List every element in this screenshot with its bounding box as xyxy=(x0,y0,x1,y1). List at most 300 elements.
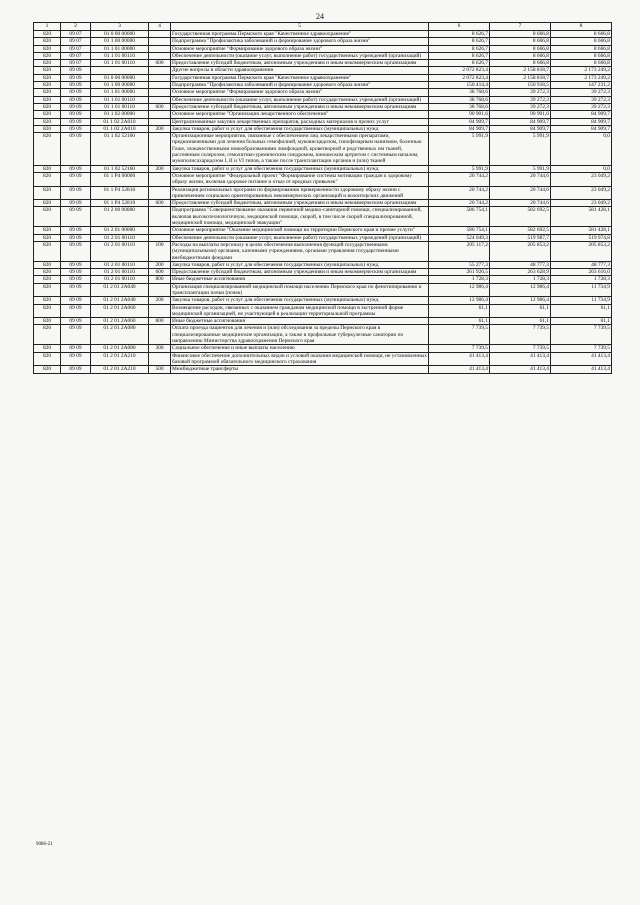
cell-amount-year-2: 263 628,9 xyxy=(490,269,551,276)
cell-amount-year-3: 23 049,2 xyxy=(551,172,612,186)
table-row xyxy=(34,82,612,89)
cell-target-article: 01 1 02 52160 xyxy=(91,165,149,172)
header-cell: 6 xyxy=(429,23,490,31)
cell-ministry-code: 820 xyxy=(34,269,61,276)
cell-description: Подпрограмма "Профилактика заболеваний и формирование здорового образа жизни" xyxy=(171,38,429,45)
cell-target-article: 01 2 01 2А210 xyxy=(91,352,149,366)
cell-section-code: 09 09 xyxy=(61,186,91,200)
cell-ministry-code: 820 xyxy=(34,125,61,132)
cell-amount-year-2: 39 272,3 xyxy=(490,89,551,96)
cell-amount-year-2: 2 158 818,7 xyxy=(490,74,551,81)
cell-amount-year-1: 5 991,9 xyxy=(429,165,490,172)
cell-description: Основное мероприятие "Формирование здорового образа жизни" xyxy=(171,89,429,96)
cell-amount-year-3: 39 272,3 xyxy=(551,96,612,103)
cell-target-article: 01 2 01 2А060 xyxy=(91,318,149,325)
cell-amount-year-2: 20 744,6 xyxy=(490,172,551,186)
cell-expense-type xyxy=(149,186,171,200)
cell-ministry-code: 820 xyxy=(34,96,61,103)
cell-amount-year-3: 11 734,9 xyxy=(551,297,612,304)
cell-expense-type xyxy=(149,89,171,96)
cell-expense-type xyxy=(149,325,171,345)
cell-amount-year-3: 2 173 249,2 xyxy=(551,67,612,74)
cell-section-code: 09 09 xyxy=(61,96,91,103)
cell-amount-year-3: 2 173 249,2 xyxy=(551,74,612,81)
cell-description: Подпрограмма "Профилактика заболеваний и формирование здорового образа жизни" xyxy=(171,82,429,89)
cell-amount-year-2: 41 413,4 xyxy=(490,352,551,366)
cell-section-code: 09 09 xyxy=(61,318,91,325)
cell-target-article: 01 1 01 00110 xyxy=(91,52,149,59)
cell-section-code: 09 09 xyxy=(61,276,91,283)
cell-section-code: 09 09 xyxy=(61,366,91,373)
cell-ministry-code: 820 xyxy=(34,172,61,186)
cell-expense-type: 600 xyxy=(149,200,171,207)
cell-expense-type: 800 xyxy=(149,318,171,325)
cell-ministry-code: 820 xyxy=(34,45,61,52)
cell-amount-year-3: 84 909,7 xyxy=(551,125,612,132)
cell-amount-year-1: 261 926,5 xyxy=(429,269,490,276)
cell-amount-year-1: 41 413,4 xyxy=(429,366,490,373)
cell-amount-year-2: 90 901,6 xyxy=(490,111,551,118)
cell-section-code: 09 09 xyxy=(61,352,91,366)
cell-expense-type: 200 xyxy=(149,125,171,132)
cell-amount-year-1: 7 739,5 xyxy=(429,345,490,352)
cell-amount-year-2: 61,1 xyxy=(490,304,551,318)
table-row xyxy=(34,172,612,186)
cell-expense-type xyxy=(149,283,171,297)
cell-amount-year-2: 2 158 818,7 xyxy=(490,67,551,74)
table-row xyxy=(34,283,612,297)
table-row xyxy=(34,74,612,81)
table-body xyxy=(34,31,612,374)
cell-amount-year-1: 12 986,4 xyxy=(429,297,490,304)
cell-amount-year-1: 20 744,2 xyxy=(429,200,490,207)
cell-ministry-code: 820 xyxy=(34,67,61,74)
cell-ministry-code: 820 xyxy=(34,133,61,165)
table-row xyxy=(34,297,612,304)
cell-description: Предоставление субсидий бюджетным, автономным учреждениям и иным некоммерческим организациям xyxy=(171,200,429,207)
cell-description: Межбюджетные трансферты xyxy=(171,366,429,373)
cell-section-code: 09 09 xyxy=(61,118,91,125)
cell-section-code: 09 09 xyxy=(61,67,91,74)
cell-expense-type xyxy=(149,31,171,38)
cell-expense-type: 300 xyxy=(149,345,171,352)
cell-section-code: 09 09 xyxy=(61,172,91,186)
cell-ministry-code: 820 xyxy=(34,31,61,38)
cell-amount-year-3: 41 413,4 xyxy=(551,366,612,373)
cell-description: Закупка товаров, работ и услуг для обеспечения государственных (муниципальных) нужд xyxy=(171,125,429,132)
table-row xyxy=(34,31,612,38)
cell-ministry-code: 820 xyxy=(34,241,61,261)
table-row xyxy=(34,89,612,96)
cell-description: Предоставление субсидий бюджетным, автономным учреждениям и иным некоммерческим организациям xyxy=(171,60,429,67)
cell-amount-year-1: 8 626,7 xyxy=(429,52,490,59)
cell-amount-year-1: 586 754,1 xyxy=(429,207,490,227)
cell-amount-year-1: 524 049,3 xyxy=(429,234,490,241)
table-row xyxy=(34,234,612,241)
cell-target-article: 01 2 01 00110 xyxy=(91,261,149,268)
cell-section-code: 09 09 xyxy=(61,207,91,227)
cell-amount-year-3: 23 049,2 xyxy=(551,200,612,207)
budget-table xyxy=(33,22,612,374)
cell-target-article: 01 2 01 00000 xyxy=(91,227,149,234)
cell-ministry-code: 820 xyxy=(34,261,61,268)
cell-section-code: 09 09 xyxy=(61,74,91,81)
cell-expense-type: 600 xyxy=(149,269,171,276)
cell-ministry-code: 820 xyxy=(34,186,61,200)
cell-ministry-code: 820 xyxy=(34,345,61,352)
cell-amount-year-1: 38 768,6 xyxy=(429,89,490,96)
cell-section-code: 09 07 xyxy=(61,52,91,59)
cell-description: Государственная программа Пермского края "Качественное здравоохранение" xyxy=(171,31,429,38)
cell-target-article: 01 1 00 00000 xyxy=(91,82,149,89)
cell-expense-type xyxy=(149,207,171,227)
cell-description: Реализация региональных программ по формированию приверженности здоровому образу жизни с привлечением социально ориентированных некоммерческих организаций и волонтерских движений xyxy=(171,186,429,200)
cell-amount-year-2: 12 986,4 xyxy=(490,283,551,297)
cell-amount-year-3: 8 666,8 xyxy=(551,45,612,52)
cell-section-code: 09 09 xyxy=(61,325,91,345)
cell-target-article: 01 1 02 52160 xyxy=(91,133,149,165)
cell-ministry-code: 820 xyxy=(34,165,61,172)
header-cell: 3 xyxy=(91,23,149,31)
cell-section-code: 09 09 xyxy=(61,345,91,352)
cell-ministry-code: 820 xyxy=(34,276,61,283)
page-number: 24 xyxy=(316,12,324,21)
cell-amount-year-3: 23 049,2 xyxy=(551,186,612,200)
cell-amount-year-1: 61,1 xyxy=(429,304,490,318)
cell-amount-year-3: 0,0 xyxy=(551,165,612,172)
table-row xyxy=(34,111,612,118)
table-row xyxy=(34,366,612,373)
cell-amount-year-1: 586 754,1 xyxy=(429,227,490,234)
cell-amount-year-2: 1 728,3 xyxy=(490,276,551,283)
cell-ministry-code: 820 xyxy=(34,52,61,59)
table-row xyxy=(34,304,612,318)
cell-amount-year-2: 5 991,9 xyxy=(490,165,551,172)
table-row xyxy=(34,96,612,103)
cell-amount-year-3: 263 616,0 xyxy=(551,269,612,276)
cell-amount-year-3: 8 666,8 xyxy=(551,52,612,59)
cell-amount-year-2: 5 991,9 xyxy=(490,133,551,165)
cell-amount-year-1: 41 413,4 xyxy=(429,352,490,366)
cell-amount-year-3: 61,1 xyxy=(551,304,612,318)
cell-section-code: 09 09 xyxy=(61,241,91,261)
cell-expense-type xyxy=(149,133,171,165)
cell-amount-year-3: 147 231,2 xyxy=(551,82,612,89)
cell-ministry-code: 820 xyxy=(34,118,61,125)
cell-amount-year-3: 8 666,8 xyxy=(551,38,612,45)
cell-description: Оплата проезда пациентов для лечения и (или) обследования за пределы Пермского края в специализированные медицинские организации, а также в профильные туберкулезные санатории по направлению Министерства здравоохранения Пермского края xyxy=(171,325,429,345)
cell-ministry-code: 820 xyxy=(34,89,61,96)
cell-target-article: 01 0 00 00000 xyxy=(91,74,149,81)
table-row xyxy=(34,345,612,352)
cell-ministry-code: 820 xyxy=(34,283,61,297)
cell-description: Обеспечение деятельности (оказание услуг, выполнение работ) государственных учреждений (организаций) xyxy=(171,52,429,59)
cell-target-article: 01 1 01 00000 xyxy=(91,89,149,96)
cell-expense-type xyxy=(149,96,171,103)
cell-target-article: 01 1 02 2А010 xyxy=(91,118,149,125)
cell-description: Социальное обеспечение и иные выплаты населению xyxy=(171,345,429,352)
cell-section-code: 09 09 xyxy=(61,227,91,234)
cell-target-article: 01 2 01 2А040 xyxy=(91,283,149,297)
cell-description: Предоставление субсидий бюджетным, автономным учреждениям и иным некоммерческим организациям xyxy=(171,269,429,276)
cell-amount-year-2: 84 909,7 xyxy=(490,125,551,132)
cell-amount-year-3: 7 739,5 xyxy=(551,325,612,345)
cell-description: Предоставление субсидий бюджетным, автономным учреждениям и иным некоммерческим организациям xyxy=(171,103,429,110)
table-row xyxy=(34,318,612,325)
cell-section-code: 09 07 xyxy=(61,31,91,38)
cell-expense-type xyxy=(149,111,171,118)
header-cell: 4 xyxy=(149,23,171,31)
cell-amount-year-1: 20 744,2 xyxy=(429,172,490,186)
cell-amount-year-1: 8 626,7 xyxy=(429,31,490,38)
cell-ministry-code: 820 xyxy=(34,38,61,45)
cell-section-code: 09 07 xyxy=(61,60,91,67)
cell-amount-year-3: 1 728,3 xyxy=(551,276,612,283)
cell-amount-year-3: 84 909,7 xyxy=(551,118,612,125)
cell-target-article: 01 2 01 00110 xyxy=(91,234,149,241)
cell-target-article: 01 1 01 00110 xyxy=(91,60,149,67)
table-row xyxy=(34,207,612,227)
cell-expense-type xyxy=(149,234,171,241)
cell-target-article: 01 0 00 00000 xyxy=(91,31,149,38)
table-row xyxy=(34,133,612,165)
cell-expense-type: 600 xyxy=(149,60,171,67)
cell-description: Основное мероприятие "Формирование здорового образа жизни" xyxy=(171,45,429,52)
cell-target-article: 01 1 00 00000 xyxy=(91,38,149,45)
cell-expense-type xyxy=(149,67,171,74)
cell-amount-year-1: 20 744,2 xyxy=(429,186,490,200)
cell-description: Финансовое обеспечение дополнительных видов и условий оказания медицинской помощи, не установленных базовой программой обязательного медицинского страхования xyxy=(172,352,427,365)
header-cell: 7 xyxy=(490,23,551,31)
cell-ministry-code: 820 xyxy=(34,304,61,318)
cell-amount-year-1: 7 739,5 xyxy=(429,325,490,345)
cell-amount-year-3: 581 428,1 xyxy=(551,207,612,227)
cell-amount-year-3: 48 777,3 xyxy=(551,261,612,268)
cell-expense-type xyxy=(149,38,171,45)
table-row xyxy=(34,186,612,200)
cell-amount-year-3: 0,0 xyxy=(551,133,612,165)
cell-amount-year-3: 205 853,2 xyxy=(551,241,612,261)
cell-expense-type: 100 xyxy=(149,241,171,261)
cell-description: Обеспечение деятельности (оказание услуг, выполнение работ) государственных учреждений (организаций) xyxy=(171,96,429,103)
cell-description: Расходы на выплаты персоналу в целях обеспечения выполнения функций государственными (муниципальными) органами, казенными учреждениями, органами управления государственными внебюджетными фондами xyxy=(171,241,429,261)
cell-target-article: 01 1 02 00000 xyxy=(91,111,149,118)
cell-amount-year-1: 5 991,9 xyxy=(429,133,490,165)
cell-amount-year-2: 61,1 xyxy=(490,318,551,325)
cell-amount-year-2: 20 744,6 xyxy=(490,200,551,207)
cell-description: Централизованные закупки лекарственных препаратов, расходных материалов и прочих услуг xyxy=(171,118,429,125)
cell-amount-year-2: 84 909,7 xyxy=(490,118,551,125)
cell-amount-year-2: 582 692,5 xyxy=(490,207,551,227)
cell-amount-year-3: 61,1 xyxy=(551,318,612,325)
cell-target-article: 01 1 01 00000 xyxy=(91,45,149,52)
table-row xyxy=(34,276,612,283)
table-row xyxy=(34,241,612,261)
cell-ministry-code: 820 xyxy=(34,366,61,373)
cell-amount-year-2: 7 739,5 xyxy=(490,325,551,345)
cell-section-code: 09 09 xyxy=(61,261,91,268)
cell-amount-year-3: 39 272,3 xyxy=(551,89,612,96)
cell-expense-type: 200 xyxy=(149,165,171,172)
cell-amount-year-2: 7 739,5 xyxy=(490,345,551,352)
cell-amount-year-1: 8 626,7 xyxy=(429,45,490,52)
cell-ministry-code: 820 xyxy=(34,297,61,304)
cell-amount-year-1: 8 626,7 xyxy=(429,38,490,45)
cell-expense-type xyxy=(149,304,171,318)
cell-description: Иные бюджетные ассигнования xyxy=(171,276,429,283)
cell-amount-year-3: 7 739,5 xyxy=(551,345,612,352)
cell-section-code: 09 07 xyxy=(61,45,91,52)
cell-amount-year-3: 11 734,9 xyxy=(551,283,612,297)
table-row xyxy=(34,200,612,207)
cell-section-code: 09 09 xyxy=(61,304,91,318)
cell-ministry-code: 820 xyxy=(34,103,61,110)
cell-expense-type: 500 xyxy=(149,366,171,373)
cell-expense-type: 600 xyxy=(149,103,171,110)
cell-target-article: 01 2 00 00000 xyxy=(91,207,149,227)
cell-target-article: 01 2 01 2А080 xyxy=(91,325,149,345)
cell-amount-year-2: 582 692,5 xyxy=(490,227,551,234)
cell-target-article: 01 2 01 2А060 xyxy=(91,304,149,318)
cell-amount-year-2: 519 987,7 xyxy=(490,234,551,241)
cell-amount-year-1: 61,1 xyxy=(429,318,490,325)
cell-section-code: 09 09 xyxy=(61,89,91,96)
cell-amount-year-2: 205 853,2 xyxy=(490,241,551,261)
cell-expense-type xyxy=(149,45,171,52)
cell-ministry-code: 820 xyxy=(34,60,61,67)
cell-target-article: 01 1 P4 52810 xyxy=(91,200,149,207)
cell-expense-type: 200 xyxy=(149,261,171,268)
cell-section-code: 09 09 xyxy=(61,133,91,165)
cell-expense-type: 200 xyxy=(149,297,171,304)
cell-expense-type xyxy=(149,227,171,234)
table-header xyxy=(34,23,612,31)
cell-amount-year-2: 8 666,8 xyxy=(490,45,551,52)
cell-amount-year-1: 2 072 823,4 xyxy=(429,74,490,81)
cell-ministry-code: 820 xyxy=(34,82,61,89)
cell-section-code: 09 09 xyxy=(61,82,91,89)
cell-description: Другие вопросы в области здравоохранения xyxy=(171,67,429,74)
cell-target-article: 01 2 01 00110 xyxy=(91,269,149,276)
table-row xyxy=(34,325,612,345)
cell-amount-year-2: 8 666,8 xyxy=(490,38,551,45)
cell-amount-year-2: 48 777,3 xyxy=(490,261,551,268)
cell-amount-year-1: 38 768,6 xyxy=(429,96,490,103)
cell-target-article: 01 1 01 00110 xyxy=(91,96,149,103)
cell-description: Организационные мероприятия, связанные с обеспечением лиц лекарственными препаратами, предназначенными для лечения больных гемофилией, муковисцидозом, гипофизарным нанизмом, болезнью Гоше, злокачественными новообразованиями лимфоидной, кроветворной и родственных им тканей, рассеянным склерозом, гемолитико-уремическим синдромом, юношеским артритом с системным началом, мукополисахаридозом I, II и VI типов, а также после трансплантации органов и (или) тканей xyxy=(171,133,429,165)
cell-expense-type xyxy=(149,172,171,186)
table-row xyxy=(34,165,612,172)
cell-section-code: 09 09 xyxy=(61,283,91,297)
cell-section-code: 09 09 xyxy=(61,125,91,132)
document-footer-code: 9086-21 xyxy=(36,842,53,847)
cell-section-code: 09 09 xyxy=(61,200,91,207)
cell-target-article: 01 2 01 2А210 xyxy=(91,366,149,373)
cell-description: Основное мероприятие "Организация лекарственного обеспечения" xyxy=(171,111,429,118)
cell-target-article xyxy=(91,67,149,74)
cell-ministry-code: 820 xyxy=(34,207,61,227)
table-row xyxy=(34,103,612,110)
cell-amount-year-1: 84 909,7 xyxy=(429,118,490,125)
cell-expense-type xyxy=(149,118,171,125)
cell-target-article: 01 1 02 2А010 xyxy=(91,125,149,132)
cell-target-article: 01 2 01 2А080 xyxy=(91,345,149,352)
cell-description: Основное мероприятие "Оказание медицинской помощи на территории Пермского края и прочие услуги" xyxy=(171,227,429,234)
cell-ministry-code: 820 xyxy=(34,318,61,325)
cell-expense-type xyxy=(149,82,171,89)
cell-amount-year-1: 205 117,2 xyxy=(429,241,490,261)
cell-ministry-code: 820 xyxy=(34,74,61,81)
cell-section-code: 09 09 xyxy=(61,234,91,241)
cell-description: Закупка товаров, работ и услуг для обеспечения государственных (муниципальных) нужд xyxy=(171,297,429,304)
cell-target-article: 01 2 01 2А040 xyxy=(91,297,149,304)
cell-amount-year-2: 20 744,6 xyxy=(490,186,551,200)
cell-ministry-code: 820 xyxy=(34,111,61,118)
cell-description: Государственная программа Пермского края "Качественное здравоохранение" xyxy=(171,74,429,81)
cell-amount-year-1: 90 901,6 xyxy=(429,111,490,118)
cell-description: Иные бюджетные ассигнования xyxy=(171,318,429,325)
cell-amount-year-1: 8 626,7 xyxy=(429,60,490,67)
cell-section-code: 09 09 xyxy=(61,103,91,110)
cell-amount-year-1: 38 768,6 xyxy=(429,103,490,110)
cell-section-code: 09 09 xyxy=(61,165,91,172)
cell-ministry-code: 820 xyxy=(34,234,61,241)
cell-target-article: 01 1 P4 00000 xyxy=(91,172,149,186)
cell-description: Обеспечение деятельности (оказание услуг, выполнение работ) государственных учреждений (организаций) xyxy=(171,234,429,241)
cell-amount-year-1: 12 986,4 xyxy=(429,283,490,297)
cell-amount-year-2: 39 272,3 xyxy=(490,96,551,103)
cell-description: Закупка товаров, работ и услуг для обеспечения государственных (муниципальных) нужд xyxy=(171,261,429,268)
cell-expense-type: 800 xyxy=(149,276,171,283)
cell-amount-year-3: 581 428,1 xyxy=(551,227,612,234)
cell-amount-year-2: 8 666,8 xyxy=(490,60,551,67)
table-row xyxy=(34,60,612,67)
table-row xyxy=(34,261,612,268)
table-row xyxy=(34,67,612,74)
cell-description: Организация специализированной медицинской помощи населению Пермского края по фенотипированию и трансплантации почки (почек) xyxy=(171,283,429,297)
cell-amount-year-3: 8 666,8 xyxy=(551,31,612,38)
cell-target-article: 01 2 01 00110 xyxy=(91,276,149,283)
cell-section-code: 09 09 xyxy=(61,111,91,118)
cell-expense-type xyxy=(149,352,171,366)
table-row xyxy=(34,125,612,132)
cell-amount-year-3: 8 666,8 xyxy=(551,60,612,67)
cell-amount-year-2: 8 666,8 xyxy=(490,31,551,38)
cell-description: Закупка товаров, работ и услуг для обеспечения государственных (муниципальных) нужд xyxy=(171,165,429,172)
cell-amount-year-3: 39 272,3 xyxy=(551,103,612,110)
cell-description: Основное мероприятие "Федеральный проект "Формирование системы мотивации граждан к здоровому образу жизни, включая здоровое питание и отказ от вредных привычек" xyxy=(171,172,429,186)
table-row xyxy=(34,45,612,52)
cell-ministry-code: 820 xyxy=(34,352,61,366)
cell-section-code: 09 09 xyxy=(61,297,91,304)
cell-amount-year-1: 84 909,7 xyxy=(429,125,490,132)
cell-expense-type xyxy=(149,52,171,59)
cell-ministry-code: 820 xyxy=(34,200,61,207)
table-row xyxy=(34,52,612,59)
cell-amount-year-2: 41 413,4 xyxy=(490,366,551,373)
header-cell: 2 xyxy=(61,23,91,31)
cell-target-article: 01 2 01 00110 xyxy=(91,241,149,261)
cell-amount-year-1: 55 277,3 xyxy=(429,261,490,268)
table-row xyxy=(34,118,612,125)
table-row xyxy=(34,38,612,45)
cell-target-article: 01 1 01 00110 xyxy=(91,103,149,110)
cell-amount-year-1: 1 728,3 xyxy=(429,276,490,283)
header-cell: 8 xyxy=(551,23,612,31)
cell-amount-year-1: 150 414,4 xyxy=(429,82,490,89)
table-row xyxy=(34,269,612,276)
cell-section-code: 09 09 xyxy=(61,269,91,276)
